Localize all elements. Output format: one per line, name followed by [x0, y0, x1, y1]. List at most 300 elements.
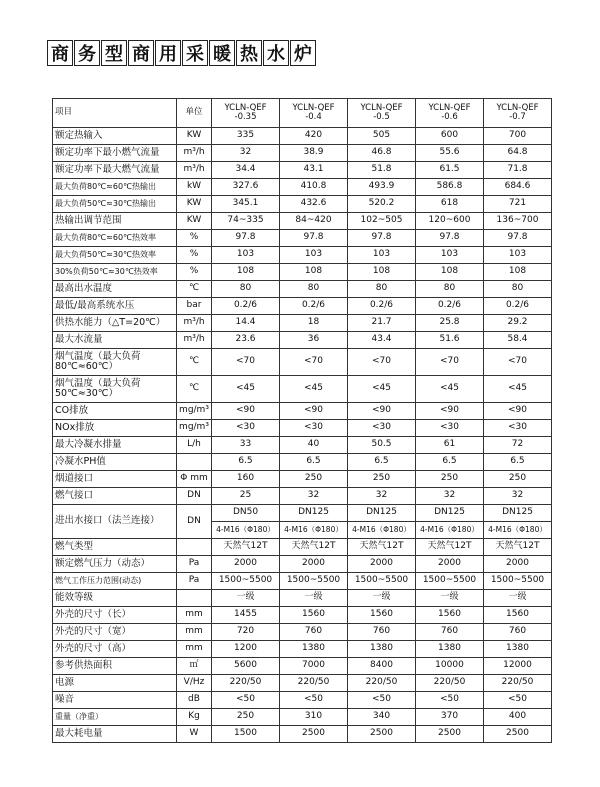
row-label: CO排放 [53, 403, 177, 420]
table-row [53, 590, 552, 607]
table-row [53, 726, 552, 743]
row-value: 1380 [348, 641, 416, 658]
row-value: 6.5 [212, 454, 280, 471]
row-unit: m³/h [177, 315, 212, 332]
row-unit: Pa [177, 556, 212, 573]
row-unit: bar [177, 298, 212, 315]
row-label: 额定功率下最大燃气流量 [53, 162, 177, 179]
row-value: 102~505 [348, 213, 416, 230]
row-value: 38.9 [280, 145, 348, 162]
table-header-row [53, 99, 552, 128]
row-value: 0.2/6 [212, 298, 280, 315]
row-value: 4-M16（Φ180） [416, 522, 484, 539]
row-value: 700 [484, 128, 552, 145]
row-label: 进出水接口（法兰连接） [53, 505, 177, 539]
row-value: 71.8 [484, 162, 552, 179]
row-value: DN125 [280, 505, 348, 522]
row-unit: DN [177, 488, 212, 505]
row-value: <90 [416, 403, 484, 420]
row-unit: L/h [177, 437, 212, 454]
row-value: <50 [348, 692, 416, 709]
row-value: <70 [484, 349, 552, 376]
row-label: 额定燃气压力（动态） [53, 556, 177, 573]
row-value: 6.5 [484, 454, 552, 471]
title-char: 务 [74, 40, 100, 66]
row-value: 32 [416, 488, 484, 505]
row-label: 热输出调节范围 [53, 213, 177, 230]
row-unit: mm [177, 624, 212, 641]
row-value: 5600 [212, 658, 280, 675]
table-row [53, 332, 552, 349]
row-unit: kW [177, 179, 212, 196]
table-row [53, 230, 552, 247]
row-label: 参考供热面积 [53, 658, 177, 675]
row-label: 外壳的尺寸（宽） [53, 624, 177, 641]
row-unit: mg/m³ [177, 403, 212, 420]
row-value: 天然气12T [484, 539, 552, 556]
row-value: 97.8 [348, 230, 416, 247]
row-value: 220/50 [484, 675, 552, 692]
row-label: 外壳的尺寸（长） [53, 607, 177, 624]
row-unit: mm [177, 641, 212, 658]
row-value: 493.9 [348, 179, 416, 196]
row-value: <30 [212, 420, 280, 437]
title-char: 热 [236, 40, 262, 66]
row-value: 2000 [484, 556, 552, 573]
row-value: 108 [484, 264, 552, 281]
row-value: 1500~5500 [348, 573, 416, 590]
table-row [53, 376, 552, 403]
row-value: 天然气12T [280, 539, 348, 556]
row-unit: KW [177, 128, 212, 145]
row-label: 电源 [53, 675, 177, 692]
row-label: 外壳的尺寸（高） [53, 641, 177, 658]
row-value: 684.6 [484, 179, 552, 196]
spec-table [52, 98, 552, 743]
row-value: 1380 [484, 641, 552, 658]
row-value: 586.8 [416, 179, 484, 196]
row-unit: KW [177, 213, 212, 230]
row-value: 103 [484, 247, 552, 264]
row-value: 760 [280, 624, 348, 641]
header-unit: 单位 [177, 99, 212, 128]
row-value: 505 [348, 128, 416, 145]
row-label: 最大水流量 [53, 332, 177, 349]
row-value: DN50 [212, 505, 280, 522]
row-value: 1500 [212, 726, 280, 743]
model-name: YCLN-QEF [428, 102, 471, 113]
row-label: 烟道接口 [53, 471, 177, 488]
row-unit: % [177, 264, 212, 281]
row-value: 2500 [484, 726, 552, 743]
row-value: 25.8 [416, 315, 484, 332]
row-unit: W [177, 726, 212, 743]
row-value: 43.1 [280, 162, 348, 179]
row-label: 重量（净重） [53, 709, 177, 726]
title-char: 用 [155, 40, 181, 66]
row-value: DN125 [416, 505, 484, 522]
row-value: 250 [416, 471, 484, 488]
row-unit: % [177, 230, 212, 247]
row-value: 0.2/6 [280, 298, 348, 315]
table-row [53, 403, 552, 420]
row-value: <50 [484, 692, 552, 709]
row-label: 最大冷凝水排量 [53, 437, 177, 454]
table-row [53, 539, 552, 556]
row-value: <90 [212, 403, 280, 420]
row-value: 6.5 [416, 454, 484, 471]
row-value: 1560 [416, 607, 484, 624]
row-value: 220/50 [212, 675, 280, 692]
header-model [484, 99, 552, 128]
row-value: 80 [348, 281, 416, 298]
row-value: 1500~5500 [280, 573, 348, 590]
row-label: 最低/最高系统水压 [53, 298, 177, 315]
row-unit: Pa [177, 573, 212, 590]
row-value: 80 [484, 281, 552, 298]
row-value: 36 [280, 332, 348, 349]
row-value: 1380 [416, 641, 484, 658]
row-value: 4-M16（Φ180） [212, 522, 280, 539]
row-value: 721 [484, 196, 552, 213]
row-label: 能效等级 [53, 590, 177, 607]
row-label: 30%负荷50℃≈30℃热效率 [53, 264, 177, 281]
row-value: <70 [212, 349, 280, 376]
row-unit: Kg [177, 709, 212, 726]
table-row [53, 179, 552, 196]
row-value: 420 [280, 128, 348, 145]
row-value: 2500 [416, 726, 484, 743]
row-value: 61 [416, 437, 484, 454]
row-value: 250 [280, 471, 348, 488]
table-row [53, 315, 552, 332]
table-row [53, 247, 552, 264]
model-capacity: -0.35 [234, 112, 257, 122]
row-value: 1500~5500 [484, 573, 552, 590]
page-title [47, 40, 316, 66]
row-value: 50.5 [348, 437, 416, 454]
row-unit [177, 539, 212, 556]
row-label: 最高出水温度 [53, 281, 177, 298]
row-value: 29.2 [484, 315, 552, 332]
row-value: 80 [212, 281, 280, 298]
row-value: 2000 [348, 556, 416, 573]
row-value: 51.6 [416, 332, 484, 349]
row-value: 21.7 [348, 315, 416, 332]
row-unit: mm [177, 607, 212, 624]
row-value: 760 [416, 624, 484, 641]
row-value: <45 [484, 376, 552, 403]
row-value: 1560 [280, 607, 348, 624]
header-model [416, 99, 484, 128]
table-row [53, 505, 552, 522]
row-label: 最大负荷50℃≈30℃热效率 [53, 247, 177, 264]
model-capacity: -0.4 [305, 112, 322, 122]
row-value: 1500~5500 [212, 573, 280, 590]
row-value: <70 [280, 349, 348, 376]
row-value: 1560 [484, 607, 552, 624]
row-value: 74~335 [212, 213, 280, 230]
row-label: 烟气温度（最大负荷50℃≈30℃） [53, 376, 177, 403]
row-value: <30 [348, 420, 416, 437]
row-value: <50 [212, 692, 280, 709]
model-name: YCLN-QEF [292, 102, 335, 113]
row-value: 1560 [348, 607, 416, 624]
table-row [53, 454, 552, 471]
model-capacity: -0.6 [441, 112, 458, 122]
row-label: 燃气接口 [53, 488, 177, 505]
row-value: <90 [348, 403, 416, 420]
row-value: 34.4 [212, 162, 280, 179]
table-row [53, 471, 552, 488]
row-unit: m³/h [177, 145, 212, 162]
row-value: 80 [416, 281, 484, 298]
table-row [53, 573, 552, 590]
row-unit [177, 590, 212, 607]
row-value: 760 [348, 624, 416, 641]
row-value: 97.8 [416, 230, 484, 247]
row-value: 6.5 [348, 454, 416, 471]
row-label: 冷凝水PH值 [53, 454, 177, 471]
row-label: 燃气工作压力范围(动态) [53, 573, 177, 590]
row-value: <30 [416, 420, 484, 437]
row-value: 410.8 [280, 179, 348, 196]
row-value: 40 [280, 437, 348, 454]
row-value: 32 [212, 145, 280, 162]
row-unit: ℃ [177, 281, 212, 298]
row-value: 7000 [280, 658, 348, 675]
row-value: 2500 [280, 726, 348, 743]
row-value: <50 [280, 692, 348, 709]
row-value: 103 [416, 247, 484, 264]
row-value: 1380 [280, 641, 348, 658]
row-value: 一级 [212, 590, 280, 607]
table-row [53, 162, 552, 179]
table-row [53, 675, 552, 692]
row-value: 600 [416, 128, 484, 145]
row-value: 340 [348, 709, 416, 726]
row-value: 58.4 [484, 332, 552, 349]
row-unit: ℃ [177, 376, 212, 403]
table-row [53, 488, 552, 505]
table-row [53, 420, 552, 437]
row-value: 136~700 [484, 213, 552, 230]
row-value: <90 [280, 403, 348, 420]
row-value: 25 [212, 488, 280, 505]
row-unit: ℃ [177, 349, 212, 376]
row-value: 1200 [212, 641, 280, 658]
row-value: 84~420 [280, 213, 348, 230]
row-value: 250 [484, 471, 552, 488]
row-value: 432.6 [280, 196, 348, 213]
row-value: 1455 [212, 607, 280, 624]
row-value: 80 [280, 281, 348, 298]
row-value: 23.6 [212, 332, 280, 349]
row-value: 33 [212, 437, 280, 454]
row-label: 燃气类型 [53, 539, 177, 556]
row-value: <45 [348, 376, 416, 403]
row-value: 2500 [348, 726, 416, 743]
row-value: 32 [280, 488, 348, 505]
table-row [53, 437, 552, 454]
row-value: 103 [348, 247, 416, 264]
row-value: 108 [212, 264, 280, 281]
row-value: 335 [212, 128, 280, 145]
row-value: 14.4 [212, 315, 280, 332]
model-name: YCLN-QEF [224, 102, 267, 113]
table-row [53, 607, 552, 624]
row-value: 2000 [212, 556, 280, 573]
row-label: 额定热输入 [53, 128, 177, 145]
row-value: 97.8 [212, 230, 280, 247]
row-value: 108 [348, 264, 416, 281]
row-value: 一级 [280, 590, 348, 607]
row-value: 一级 [416, 590, 484, 607]
row-value: 2000 [280, 556, 348, 573]
title-char: 炉 [290, 40, 316, 66]
row-value: 51.8 [348, 162, 416, 179]
row-value: 天然气12T [348, 539, 416, 556]
row-value: 32 [484, 488, 552, 505]
row-value: 61.5 [416, 162, 484, 179]
title-char: 暖 [209, 40, 235, 66]
row-value: 0.2/6 [416, 298, 484, 315]
row-value: <70 [416, 349, 484, 376]
table-row [53, 556, 552, 573]
row-value: 一级 [348, 590, 416, 607]
row-label: 最大负荷50℃≈30℃热输出 [53, 196, 177, 213]
row-value: 10000 [416, 658, 484, 675]
row-value: 220/50 [348, 675, 416, 692]
row-label: 烟气温度（最大负荷80℃≈60℃） [53, 349, 177, 376]
row-unit: % [177, 247, 212, 264]
row-value: 一级 [484, 590, 552, 607]
row-value: <45 [212, 376, 280, 403]
row-label: NOx排放 [53, 420, 177, 437]
table-row [53, 264, 552, 281]
row-value: 1500~5500 [416, 573, 484, 590]
row-value: 43.4 [348, 332, 416, 349]
table-row [53, 281, 552, 298]
row-value: 6.5 [280, 454, 348, 471]
row-value: 108 [280, 264, 348, 281]
row-value: <90 [484, 403, 552, 420]
row-label: 额定功率下最小燃气流量 [53, 145, 177, 162]
row-value: 618 [416, 196, 484, 213]
row-value: 400 [484, 709, 552, 726]
row-value: 220/50 [280, 675, 348, 692]
row-value: 370 [416, 709, 484, 726]
row-value: 520.2 [348, 196, 416, 213]
table-row [53, 298, 552, 315]
row-unit: ㎡ [177, 658, 212, 675]
title-char: 水 [263, 40, 289, 66]
header-model [280, 99, 348, 128]
row-value: 720 [212, 624, 280, 641]
row-value: <45 [280, 376, 348, 403]
row-unit: mg/m³ [177, 420, 212, 437]
row-unit [177, 454, 212, 471]
row-value: <45 [416, 376, 484, 403]
row-label: 供热水能力（△T=20℃） [53, 315, 177, 332]
row-label: 最大耗电量 [53, 726, 177, 743]
row-value: 97.8 [280, 230, 348, 247]
row-unit: Φ mm [177, 471, 212, 488]
title-char: 商 [128, 40, 154, 66]
model-name: YCLN-QEF [360, 102, 403, 113]
row-label: 最大负荷80℃≈60℃热输出 [53, 179, 177, 196]
table-row [53, 641, 552, 658]
row-value: 220/50 [416, 675, 484, 692]
table-row [53, 624, 552, 641]
row-value: 103 [212, 247, 280, 264]
title-char: 型 [101, 40, 127, 66]
row-value: <50 [416, 692, 484, 709]
row-value: 310 [280, 709, 348, 726]
row-value: 108 [416, 264, 484, 281]
table-row [53, 349, 552, 376]
table-row [53, 692, 552, 709]
row-unit: dB [177, 692, 212, 709]
row-value: 72 [484, 437, 552, 454]
row-unit: V/Hz [177, 675, 212, 692]
row-value: 120~600 [416, 213, 484, 230]
table-row [53, 709, 552, 726]
row-value: 345.1 [212, 196, 280, 213]
model-capacity: -0.7 [509, 112, 526, 122]
title-char: 商 [47, 40, 73, 66]
row-value: 18 [280, 315, 348, 332]
row-value: 46.8 [348, 145, 416, 162]
title-char: 采 [182, 40, 208, 66]
row-value: DN125 [348, 505, 416, 522]
row-value: 64.8 [484, 145, 552, 162]
model-name: YCLN-QEF [496, 102, 539, 113]
row-value: DN125 [484, 505, 552, 522]
row-unit: m³/h [177, 332, 212, 349]
row-value: <70 [348, 349, 416, 376]
row-value: 8400 [348, 658, 416, 675]
row-label: 最大负荷80℃≈60℃热效率 [53, 230, 177, 247]
row-value: 250 [212, 709, 280, 726]
row-value: 4-M16（Φ180） [348, 522, 416, 539]
row-value: 0.2/6 [348, 298, 416, 315]
row-value: 0.2/6 [484, 298, 552, 315]
row-value: 4-M16（Φ180） [280, 522, 348, 539]
table-row [53, 196, 552, 213]
table-row [53, 128, 552, 145]
row-unit: KW [177, 196, 212, 213]
row-value: 天然气12T [416, 539, 484, 556]
table-row [53, 213, 552, 230]
row-unit: m³/h [177, 162, 212, 179]
row-value: 160 [212, 471, 280, 488]
header-model [348, 99, 416, 128]
table-row [53, 145, 552, 162]
row-value: 103 [280, 247, 348, 264]
row-value: 2000 [416, 556, 484, 573]
row-value: 327.6 [212, 179, 280, 196]
row-unit: DN [177, 505, 212, 539]
table-row [53, 658, 552, 675]
row-value: <30 [280, 420, 348, 437]
row-value: 天然气12T [212, 539, 280, 556]
header-item: 项目 [53, 99, 177, 128]
row-value: 32 [348, 488, 416, 505]
row-value: 250 [348, 471, 416, 488]
row-value: 55.6 [416, 145, 484, 162]
row-value: <30 [484, 420, 552, 437]
